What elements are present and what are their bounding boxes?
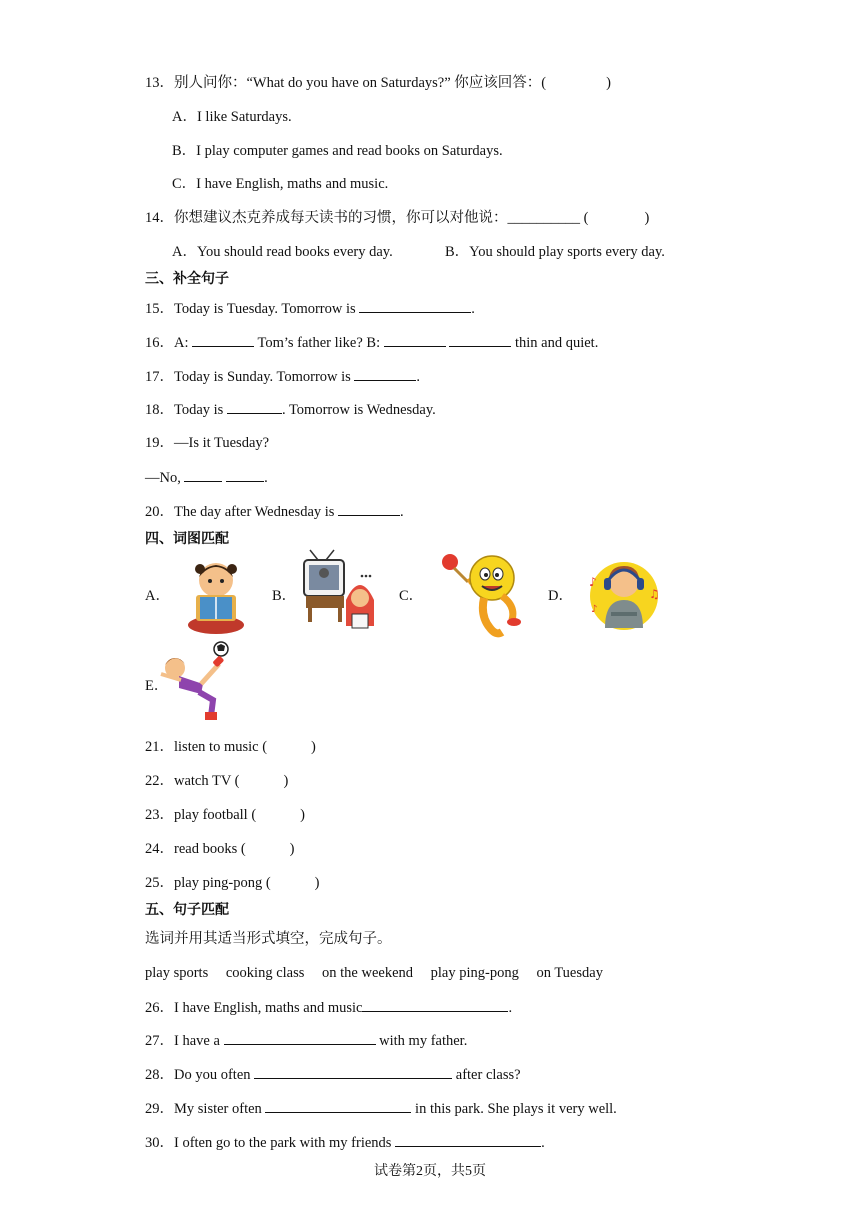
q14-stem: 14．你想建议杰克养成每天读书的习惯，你可以对他说：__________ ( ) — [145, 210, 650, 226]
word-bank-item: on the weekend — [322, 965, 414, 981]
q27: 27．I have a with my father. — [145, 1030, 467, 1051]
q20: 20．The day after Wednesday is . — [145, 501, 404, 522]
q28: 28．Do you often after class? — [145, 1064, 521, 1085]
q13-stem: 13．别人问你：“What do you have on Saturdays?” 你应该回答：( ) — [145, 75, 611, 91]
q25: 25．play ping-pong ( ) — [145, 875, 320, 891]
word-bank-item: play ping-pong — [430, 965, 519, 981]
page-footer: 试卷第2页，共5页 — [374, 1164, 486, 1179]
q13-option-a: A．I like Saturdays. — [172, 109, 292, 125]
q18: 18．Today is . Tomorrow is Wednesday. — [145, 399, 436, 420]
q29: 29．My sister often in this park. She plays it very well. — [145, 1098, 617, 1119]
ping-pong-picture — [440, 548, 526, 640]
picture-label-d: D． — [548, 588, 573, 604]
q17: 17．Today is Sunday. Tomorrow is . — [145, 366, 420, 387]
svg-text:♫: ♫ — [649, 587, 660, 601]
picture-label-a: A． — [145, 588, 170, 604]
playing-football-picture — [155, 640, 235, 726]
section-title-3: 三、补全句子 — [145, 271, 229, 287]
q19-line1: 19．—Is it Tuesday? — [145, 435, 270, 451]
listening-music-picture — [583, 552, 665, 634]
q16: 16．A: Tom’s father like? B: thin and quiet. — [145, 332, 598, 353]
picture-label-c: C． — [399, 588, 424, 604]
q19-line2: —No, . — [145, 467, 268, 488]
picture-label-b: B． — [272, 588, 297, 604]
q26: 26．I have English, maths and music . — [145, 997, 512, 1018]
word-bank — [145, 963, 617, 983]
word-bank-item: cooking class — [225, 965, 305, 981]
q22: 22．watch TV ( ) — [145, 773, 289, 789]
q13-option-c: C．I have English, maths and music. — [172, 176, 389, 192]
q21: 21．listen to music ( ) — [145, 739, 316, 755]
q23: 23．play football ( ) — [145, 807, 305, 823]
reading-child-picture — [180, 555, 250, 635]
q14-option-b: B．You should play sports every day. — [445, 244, 665, 260]
svg-text:♪: ♪ — [589, 575, 597, 589]
section-title-5: 五、句子匹配 — [145, 902, 229, 918]
q24: 24．read books ( ) — [145, 841, 295, 857]
q13-option-b: B．I play computer games and read books on Saturdays. — [172, 143, 503, 159]
section-title-4: 四、词图匹配 — [145, 531, 229, 547]
watching-tv-picture — [300, 548, 382, 640]
word-bank-item: on Tuesday — [536, 965, 603, 981]
q15: 15．Today is Tuesday. Tomorrow is . — [145, 298, 475, 319]
svg-text:♪: ♪ — [591, 604, 598, 615]
section5-instruction: 选词并用其适当形式填空，完成句子。 — [145, 931, 392, 947]
word-bank-item: play sports — [145, 965, 209, 981]
q14-option-a: A．You should read books every day. — [172, 244, 393, 260]
q30: 30．I often go to the park with my friends . — [145, 1132, 545, 1153]
picture-label-e: E． — [145, 678, 169, 694]
